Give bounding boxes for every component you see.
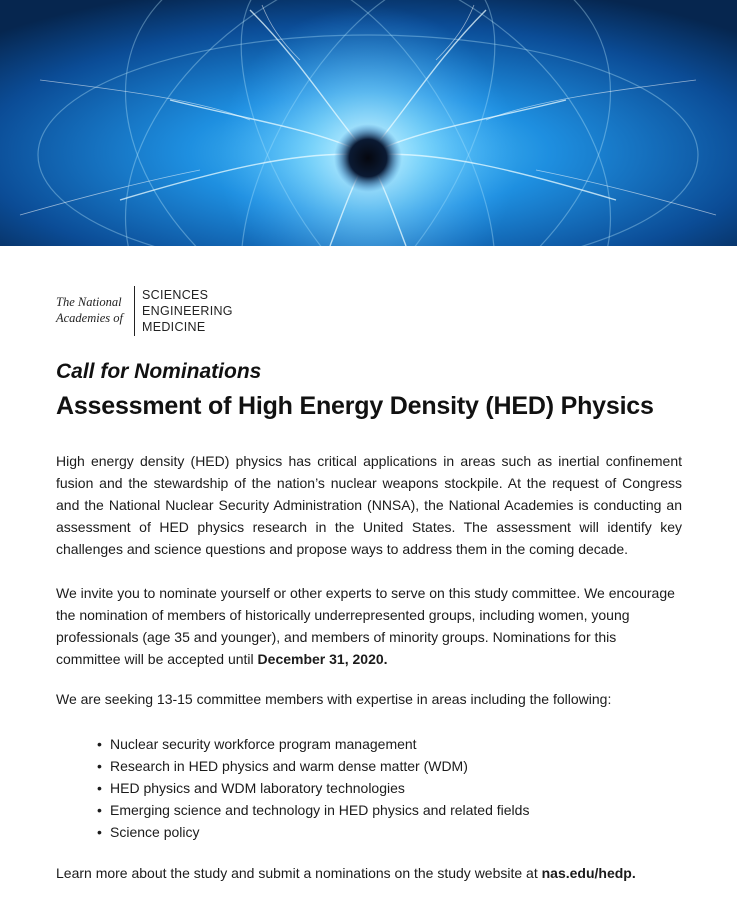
list-item-text: Research in HED physics and warm dense matter (WDM)	[110, 758, 468, 774]
deadline-date: December 31, 2020.	[257, 651, 388, 667]
hero-image	[0, 0, 737, 246]
list-item	[96, 821, 529, 843]
expertise-intro: We are seeking 13-15 committee members with expertise in areas including the following:	[56, 691, 612, 707]
list-item	[96, 777, 529, 799]
bullet-icon: •	[97, 758, 102, 774]
bullet-icon: •	[97, 802, 102, 818]
nomination-text: We invite you to nominate yourself or other experts to serve on this study committee. We encourage the nomination of members of historically underrepresented groups, including women, young professionals (age 35 and younger), and members of minority groups. Nominations for this committee will be accepted until	[56, 585, 675, 667]
list-item	[96, 733, 529, 755]
intro-paragraph: High energy density (HED) physics has critical applications in areas such as inertial confinement fusion and the stewardship of the nation’s nuclear weapons stockpile. At the request of Congress and the National Nuclear Security Administration (NNSA), the National Academies is conducting an assessment of HED physics research in the United States. The assessment will identify key challenges and science questions and propose ways to address them in the coming decade.	[56, 453, 682, 557]
website-paragraph	[56, 862, 682, 884]
bullet-icon: •	[97, 780, 102, 796]
logo-left-line-1: The National	[56, 295, 122, 309]
bullet-icon: •	[97, 736, 102, 752]
logo-left-line-2: Academies of	[56, 311, 123, 325]
list-item-text: Science policy	[110, 824, 200, 840]
nomination-paragraph	[56, 582, 682, 670]
website-text: Learn more about the study and submit a nominations on the study website at	[56, 865, 542, 881]
page-title: Assessment of High Energy Density (HED) Physics	[56, 392, 654, 420]
kicker-heading: Call for Nominations	[56, 360, 262, 383]
list-item	[96, 799, 529, 821]
logo-divider	[134, 286, 135, 336]
list-item-text: Emerging science and technology in HED physics and related fields	[110, 802, 530, 818]
logo-right-line-3: MEDICINE	[142, 320, 206, 334]
hero-artwork	[0, 0, 737, 246]
list-item-text: Nuclear security workforce program management	[110, 736, 417, 752]
logo-right-line-1: SCIENCES	[142, 288, 209, 302]
logo-left-text	[56, 294, 128, 326]
list-item	[96, 755, 529, 777]
logo-right-text	[142, 287, 233, 335]
list-item-text: HED physics and WDM laboratory technologies	[110, 780, 405, 796]
expertise-list	[96, 733, 529, 843]
bullet-icon: •	[97, 824, 102, 840]
logo-right-line-2: ENGINEERING	[142, 304, 233, 318]
study-website-link[interactable]: nas.edu/hedp.	[541, 865, 636, 881]
